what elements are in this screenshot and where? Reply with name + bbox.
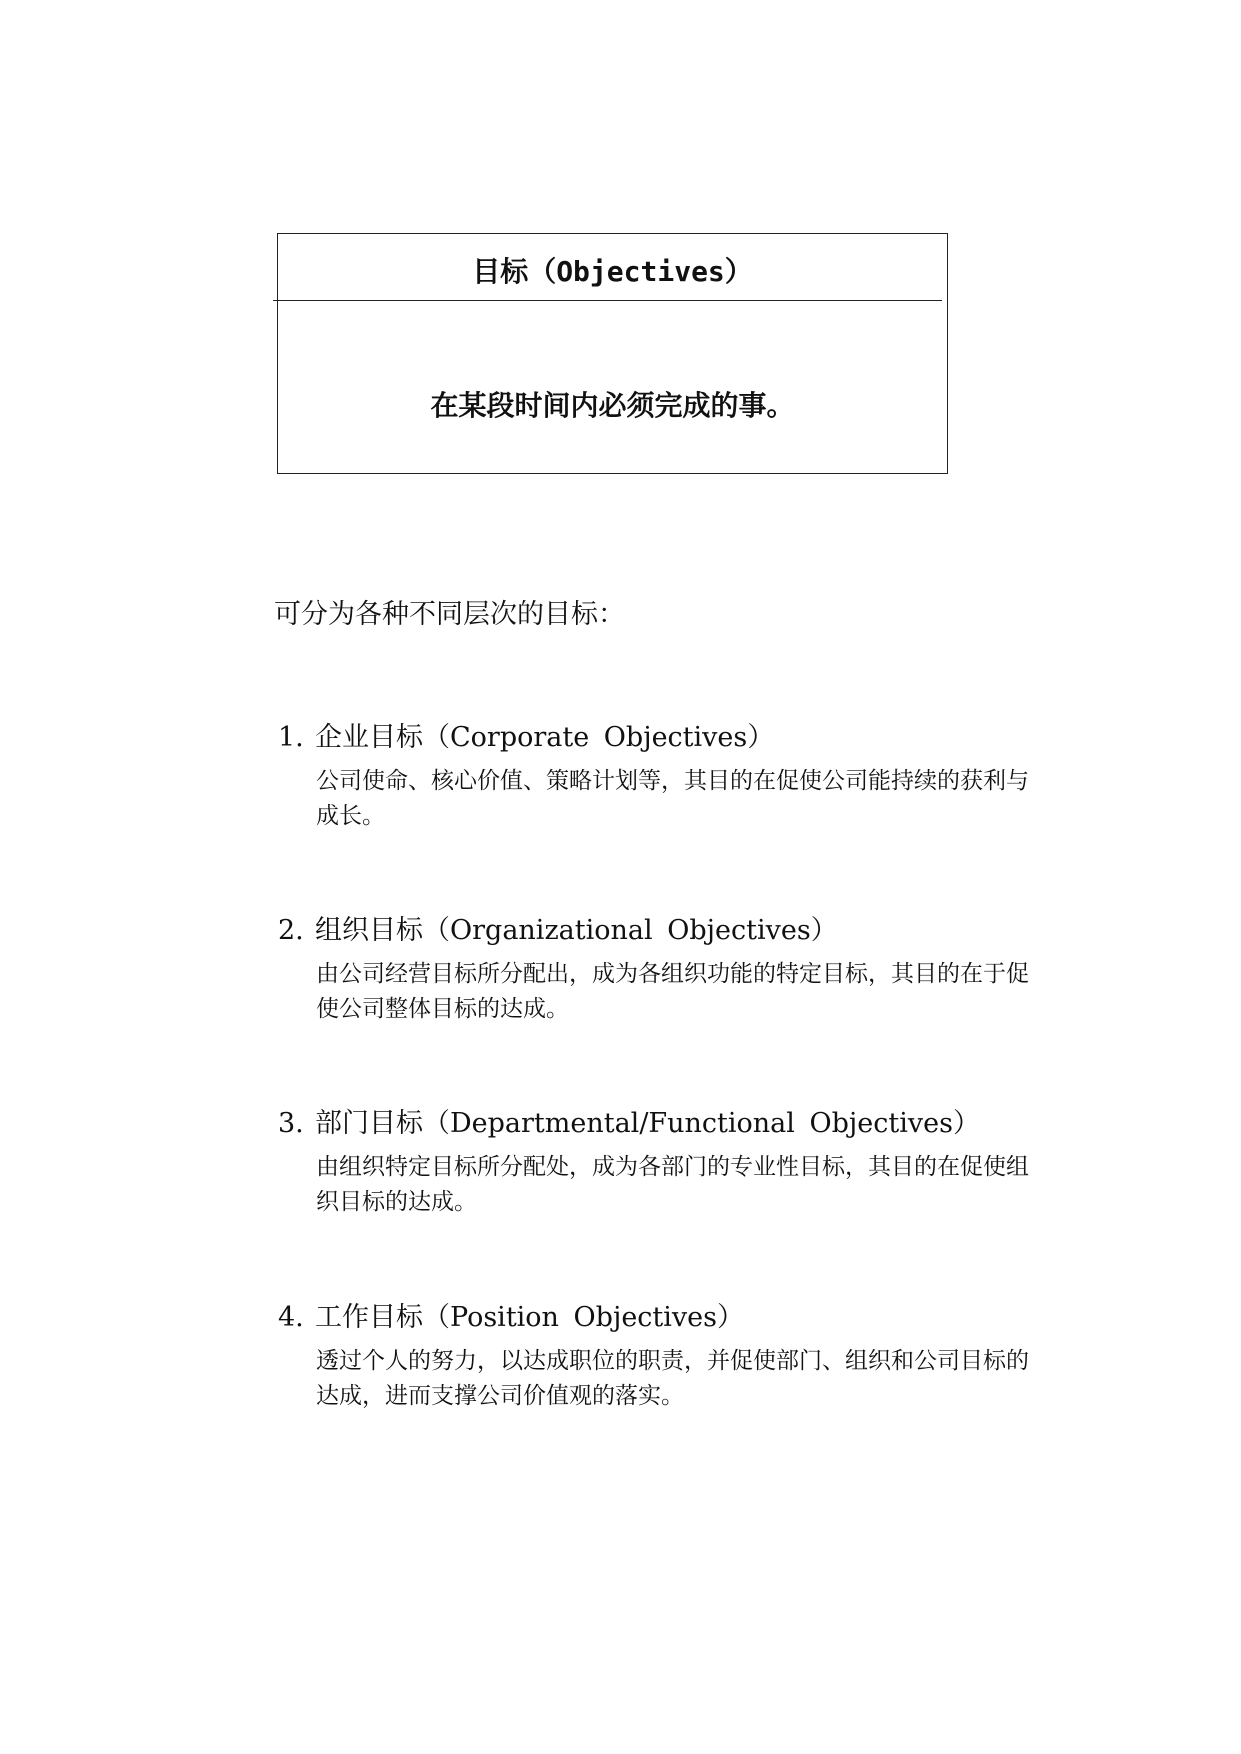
list-item xyxy=(278,1300,1038,1414)
item-title: 部门目标（Departmental/Functional Objectives） xyxy=(315,1108,980,1139)
list-item xyxy=(278,913,1038,1027)
list-item xyxy=(278,720,1038,834)
item-heading xyxy=(278,1106,1038,1142)
item-number: 1. xyxy=(278,722,304,753)
item-number: 2. xyxy=(278,915,304,946)
item-heading xyxy=(278,720,1038,756)
list-item xyxy=(278,1106,1038,1220)
definition-body: 在某段时间内必须完成的事。 xyxy=(430,389,795,422)
definition-title: 目标（Objectives） xyxy=(472,255,753,288)
definition-divider xyxy=(273,300,942,301)
item-description: 透过个人的努力，以达成职位的职责，并促使部门、组织和公司目标的达成，进而支撑公司价值观的落实。 xyxy=(316,1348,1029,1409)
item-title: 企业目标（Corporate Objectives） xyxy=(315,722,775,753)
item-heading xyxy=(278,1300,1038,1336)
definition-box xyxy=(277,233,948,474)
item-title: 组织目标（Organizational Objectives） xyxy=(315,915,838,946)
item-description: 由公司经营目标所分配出，成为各组织功能的特定目标，其目的在于促使公司整体目标的达成。 xyxy=(316,961,1029,1022)
item-number: 3. xyxy=(278,1108,304,1139)
item-heading xyxy=(278,913,1038,949)
item-description: 公司使命、核心价值、策略计划等，其目的在促使公司能持续的获利与成长。 xyxy=(316,768,1029,829)
item-number: 4. xyxy=(278,1302,304,1333)
item-title: 工作目标（Position Objectives） xyxy=(315,1302,744,1333)
intro-text: 可分为各种不同层次的目标： xyxy=(274,599,625,630)
item-description: 由组织特定目标所分配处，成为各部门的专业性目标，其目的在促使组织目标的达成。 xyxy=(316,1154,1029,1215)
